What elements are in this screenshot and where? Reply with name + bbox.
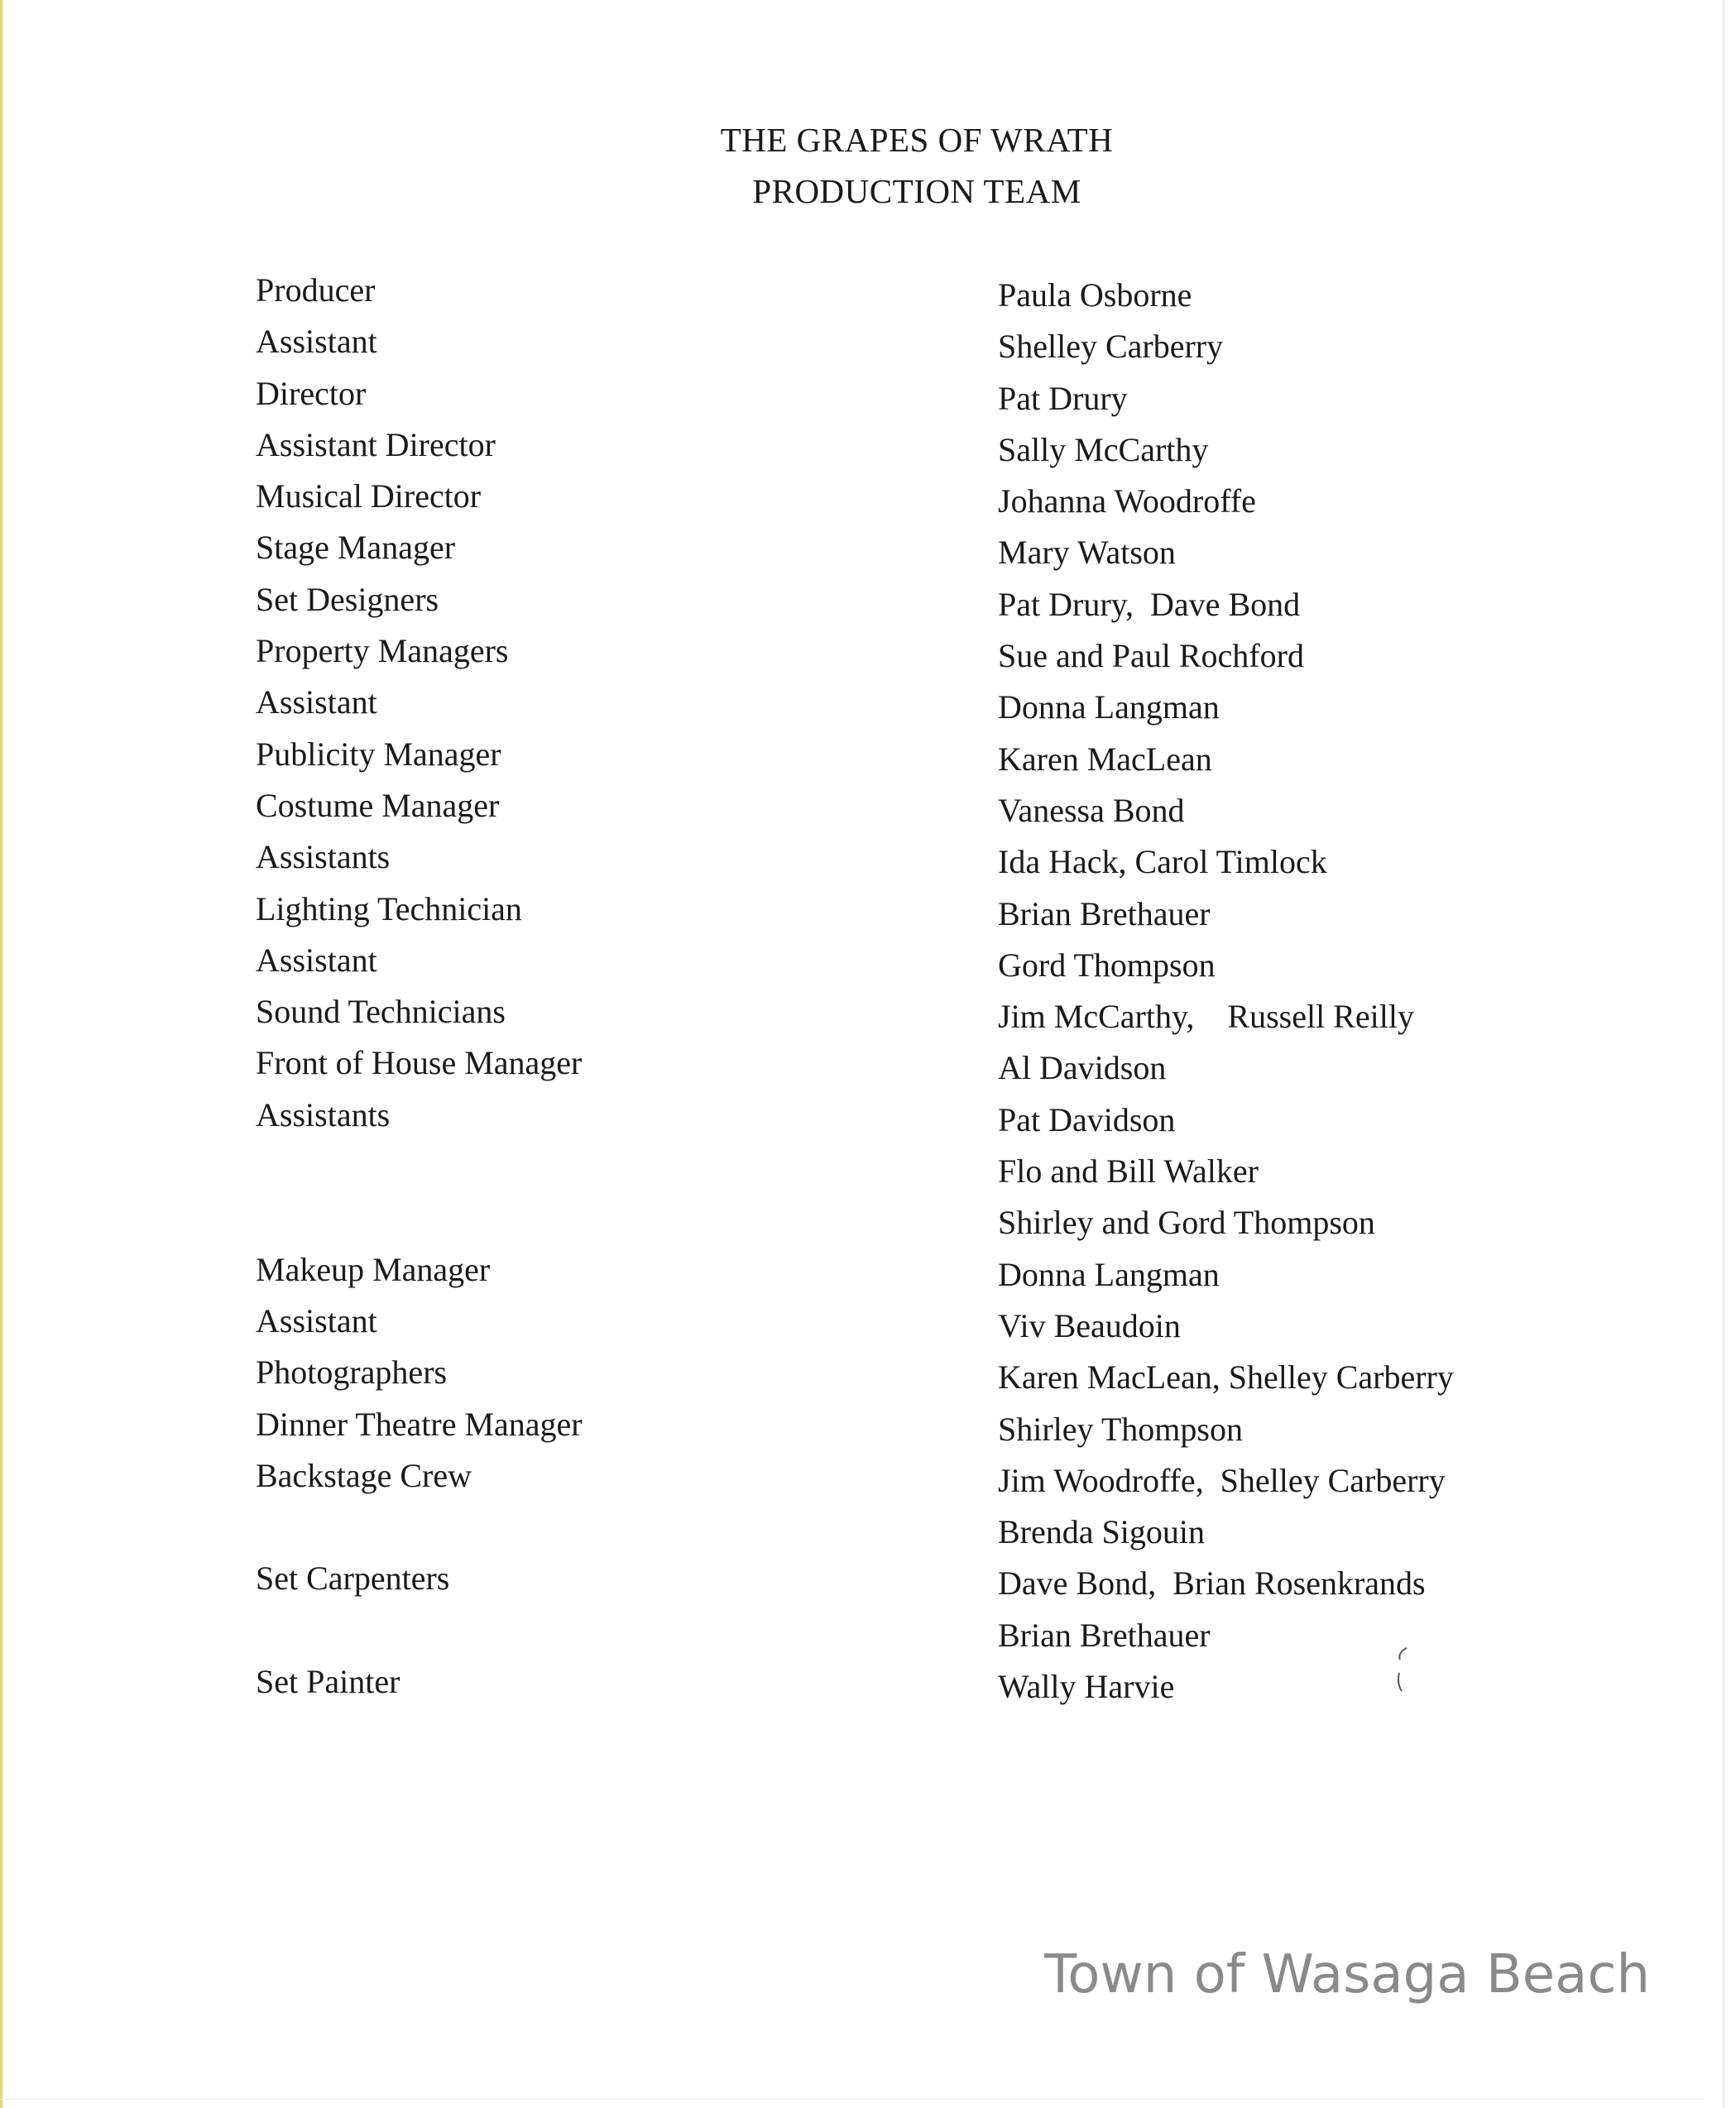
document-title — [0, 114, 1736, 217]
role-label: Lighting Technician — [256, 889, 522, 927]
person-name: Jim McCarthy, Russell Reilly — [998, 998, 1414, 1036]
person-name: Dave Bond, Brian Rosenkrands — [998, 1564, 1426, 1603]
role-label: Assistant Director — [256, 425, 496, 463]
role-label: Producer — [256, 271, 376, 309]
watermark-text: Town of Wasaga Beach — [1044, 1944, 1651, 2005]
pen-mark — [1390, 1645, 1415, 1703]
role-label: Makeup Manager — [256, 1250, 491, 1288]
role-label — [256, 1605, 583, 1656]
person-name: Pat Davidson — [998, 1100, 1176, 1138]
person-name: Brenda Sigouin — [998, 1513, 1205, 1551]
names-column — [998, 270, 1454, 1713]
role-label: Front of House Manager — [256, 1044, 583, 1082]
role-label: Backstage Crew — [256, 1456, 472, 1494]
person-name: Karen MacLean, Shelley Carberry — [998, 1358, 1454, 1397]
role-label: Assistants — [256, 838, 391, 876]
page-edge-bottom — [0, 2099, 1705, 2100]
role-label — [256, 1141, 583, 1192]
person-name: Donna Langman — [998, 688, 1220, 726]
person-name: Paula Osborne — [998, 276, 1192, 314]
role-label — [256, 1192, 583, 1243]
role-label — [256, 1502, 583, 1553]
person-name: Ida Hack, Carol Timlock — [998, 843, 1327, 881]
person-name: Pat Drury — [998, 379, 1128, 417]
role-label: Property Managers — [256, 632, 509, 670]
person-name: Mary Watson — [998, 534, 1176, 572]
person-name: Wally Harvie — [998, 1668, 1175, 1706]
person-name: Al Davidson — [998, 1049, 1167, 1087]
person-name: Sally McCarthy — [998, 430, 1209, 468]
role-label: Assistant — [256, 683, 377, 721]
role-label: Costume Manager — [256, 786, 500, 824]
role-label: Publicity Manager — [256, 735, 501, 773]
person-name: Karen MacLean — [998, 740, 1212, 778]
role-label: Assistants — [256, 1095, 391, 1133]
page-edge-right — [1723, 0, 1724, 2108]
role-label: Set Carpenters — [256, 1559, 450, 1598]
role-label: Assistant — [256, 323, 377, 361]
person-name: Brian Brethauer — [998, 894, 1211, 932]
person-name: Shirley Thompson — [998, 1410, 1243, 1448]
role-label: Sound Technicians — [256, 993, 506, 1031]
person-name: Jim Woodroffe, Shelley Carberry — [998, 1461, 1446, 1499]
title-line-1: THE GRAPES OF WRATH — [720, 121, 1114, 159]
person-name: Sue and Paul Rochford — [998, 637, 1304, 675]
person-name: Brian Brethauer — [998, 1616, 1211, 1654]
role-label: Set Painter — [256, 1663, 400, 1701]
role-label: Assistant — [256, 941, 377, 979]
title-line-2: PRODUCTION TEAM — [752, 172, 1081, 210]
person-name: Donna Langman — [998, 1255, 1220, 1293]
person-name: Viv Beaudoin — [998, 1306, 1181, 1344]
role-label: Set Designers — [256, 580, 439, 618]
page-edge-left — [0, 0, 3, 2108]
person-name: Vanessa Bond — [998, 791, 1185, 829]
roles-column — [256, 265, 583, 1708]
person-name: Pat Drury, Dave Bond — [998, 585, 1301, 623]
person-name: Shelley Carberry — [998, 328, 1224, 366]
role-label: Stage Manager — [256, 529, 456, 567]
role-label: Dinner Theatre Manager — [256, 1405, 583, 1443]
person-name: Flo and Bill Walker — [998, 1152, 1259, 1191]
role-label: Musical Director — [256, 477, 482, 515]
person-name: Gord Thompson — [998, 946, 1216, 984]
person-name: Johanna Woodroffe — [998, 482, 1256, 520]
role-label: Photographers — [256, 1353, 448, 1392]
person-name: Shirley and Gord Thompson — [998, 1204, 1375, 1242]
role-label: Assistant — [256, 1301, 377, 1339]
role-label: Director — [256, 374, 367, 412]
